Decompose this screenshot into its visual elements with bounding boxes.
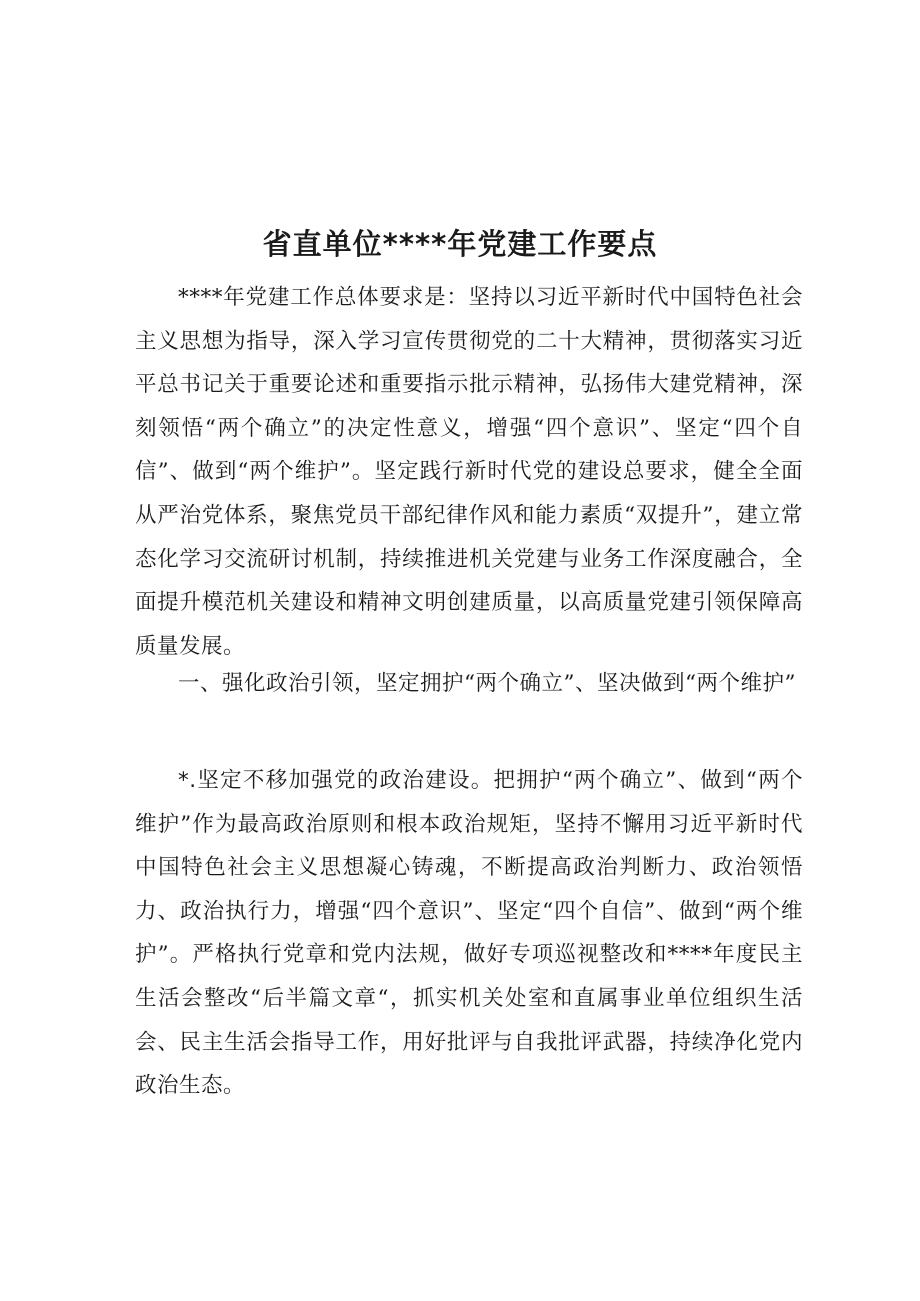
document-title: 省直单位****年党建工作要点 (262, 227, 658, 261)
paragraph-body-text: 把拥护“两个确立”、做到“两个维护”作为最高政治原则和根本政治规矩，坚持不懈用习近平新时代中国特色社会主义思想凝心铸魂，不断提高政治判断力、政治领悟力、政治执行力，增强“四个意识”、坚定“四个自信”、做到“两个维护”。严格执行党章和党内法规，做好专项巡视整改和****年度民主生活会整改“后半篇文章“，抓实机关处室和直属事业单位组织生活会、民主生活会指导工作，用好批评与自我批评武器，持续净化党内政治生态。 (135, 768, 803, 1099)
paragraph-lead-sentence: *.坚定不移加强党的政治建设。 (178, 768, 494, 793)
paragraph-general-requirements: ****年党建工作总体要求是：坚持以习近平新时代中国特色社会主义思想为指导，深入学习宣传贯彻党的二十大精神，贯彻落实习近平总书记关于重要论述和重要指示批示精神，弘扬伟大建党精神，深刻领悟“两个确立”的决定性意义，增强“四个意识”、坚定“四个自信”、做到“两个维护”。坚定践行新时代党的建设总要求，健全全面从严治党体系，聚焦党员干部纪律作风和能力素质“双提升”，建立常态化学习交流研讨机制，持续推进机关党建与业务工作深度融合，全面提升模范机关建设和精神文明创建质量，以高质量党建引领保障高质量发展。 (135, 285, 803, 659)
paragraph-political-construction (135, 759, 803, 1108)
section-heading-political-guidance: 一、强化政治引领，坚定拥护“两个确立”、坚决做到“两个维护” (178, 671, 796, 696)
